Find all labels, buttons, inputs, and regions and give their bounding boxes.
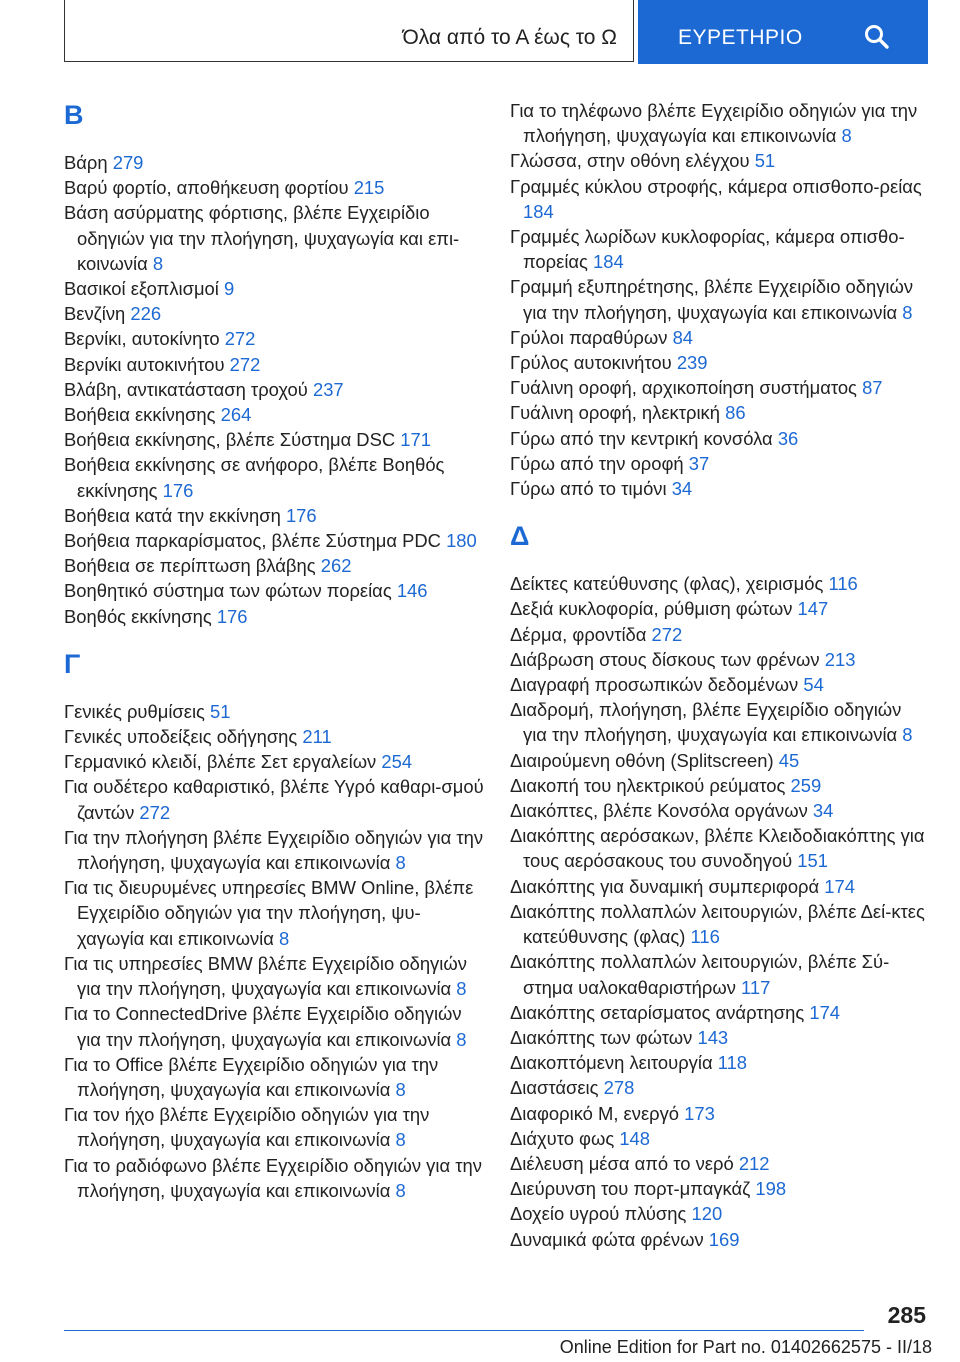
page-link[interactable]: 8: [456, 978, 467, 1000]
entry-text: Βάρη: [64, 152, 108, 173]
page-link[interactable]: 171: [400, 429, 431, 451]
index-entry: [510, 647, 930, 672]
entry-text: Γενικές υποδείξεις οδήγησης: [64, 726, 298, 748]
index-entry: [64, 175, 484, 200]
page-link[interactable]: 116: [828, 573, 858, 595]
index-entry: [64, 951, 484, 1001]
index-entry: [510, 1126, 930, 1151]
index-entry: [64, 1001, 484, 1051]
entry-text: Βασικοί εξοπλισμοί: [64, 278, 219, 300]
index-entry: [64, 326, 484, 351]
entry-text: Βοηθός εκκίνησης: [64, 605, 212, 627]
page-link[interactable]: 180: [446, 530, 477, 552]
index-entry: [510, 1075, 930, 1100]
entry-text: Βοήθεια εκκίνησης, βλέπε Σύστημα DSC: [64, 429, 396, 451]
index-column-left: [64, 98, 484, 1203]
page-link[interactable]: 272: [224, 328, 256, 350]
index-entry: [510, 697, 930, 747]
page-link[interactable]: 118: [717, 1052, 748, 1074]
entry-text: Δοχείο υγρού πλύσης: [510, 1203, 687, 1225]
page-link[interactable]: 264: [220, 404, 252, 426]
index-entry: [510, 1050, 930, 1075]
index-entry: [64, 377, 484, 402]
page-link[interactable]: 120: [691, 1203, 723, 1225]
index-entry: [64, 150, 484, 175]
index-entry: [64, 402, 484, 427]
page-link[interactable]: 174: [809, 1001, 841, 1023]
index-entry: [64, 352, 484, 377]
tab-index[interactable]: [638, 0, 928, 64]
page-link[interactable]: 9: [224, 278, 235, 300]
entry-text: Γύρω από την κεντρική κονσόλα: [510, 427, 773, 449]
entry-text: Για το ConnectedDrive βλέπε Εγχειρίδιο οδηγιών για την πλοήγηση, ψυχαγωγία και επικοινωνία: [64, 1003, 462, 1050]
tab-a-to-z[interactable]: [64, 0, 634, 62]
entry-text: Γλώσσα, στην οθόνη ελέγχου: [510, 150, 750, 172]
entry-text: Για το ραδιόφωνο βλέπε Εγχειρίδιο οδηγιών για την πλοήγηση, ψυχαγωγία και επικοινωνία: [64, 1154, 482, 1201]
page-link[interactable]: 272: [651, 623, 683, 645]
index-column-right: [510, 98, 930, 1252]
entry-text: Βοήθεια σε περίπτωση βλάβης: [64, 555, 316, 577]
entry-text: Γυάλινη οροφή, αρχικοποίηση συστήματος: [510, 377, 857, 399]
entry-text: Γύρω από το τιμόνι: [510, 478, 667, 500]
entry-text: Διακοπή του ηλεκτρικού ρεύματος: [510, 774, 786, 796]
page-link[interactable]: 37: [688, 452, 710, 474]
page-link[interactable]: 8: [395, 1078, 406, 1100]
index-entry: [510, 899, 930, 949]
entry-text: Βοήθεια κατά την εκκίνηση: [64, 504, 281, 526]
index-entry: [64, 276, 484, 301]
index-entry: [510, 949, 930, 999]
entry-text: Διαφορικό M, ενεργό: [510, 1102, 680, 1124]
page-link[interactable]: 54: [803, 674, 824, 696]
entry-text: Διακόπτης πολλαπλών λειτουργιών, βλέπε Δεί-κτες κατεύθυνσης (φλας): [510, 900, 925, 948]
page-link[interactable]: 8: [456, 1028, 467, 1050]
index-entry: [510, 325, 930, 350]
index-entry: [510, 571, 930, 596]
entry-text: Διαγραφή προσωπικών δεδομένων: [510, 674, 799, 696]
page-link[interactable]: 176: [162, 479, 194, 501]
entry-text: Για τον ήχο βλέπε Εγχειρίδιο οδηγιών για την πλοήγηση, ψυχαγωγία και επικοινωνία: [64, 1104, 430, 1151]
page-link[interactable]: 176: [285, 504, 317, 526]
entry-text: Διακοπτόμενη λειτουργία: [510, 1052, 713, 1074]
tab-index-label: ΕΥΡΕΤΗΡΙΟ: [678, 26, 803, 49]
index-entry: [64, 200, 484, 276]
page-link[interactable]: 184: [523, 200, 554, 222]
index-entry: [64, 578, 484, 603]
index-entry: [64, 774, 484, 824]
page-link[interactable]: 151: [797, 850, 828, 872]
index-entry: [510, 1151, 930, 1176]
page-link[interactable]: 198: [755, 1178, 787, 1200]
page-link[interactable]: 8: [395, 852, 406, 874]
page-link[interactable]: 8: [279, 927, 290, 949]
footer-text: Online Edition for Part no. 01402662575 - II/18: [559, 1337, 932, 1357]
index-entry: [64, 427, 484, 452]
page-link[interactable]: 169: [708, 1228, 740, 1250]
page-link[interactable]: 8: [152, 252, 164, 274]
entry-text: Βάση ασύρματης φόρτισης, βλέπε Εγχειρίδιο οδηγιών για την πλοήγηση, ψυχαγωγία και επι-κοινωνία: [64, 202, 460, 274]
page-link[interactable]: 259: [790, 774, 822, 796]
entry-text: Διεύρυνση του πορτ-μπαγκάζ: [510, 1178, 751, 1200]
page-link[interactable]: 8: [902, 301, 913, 323]
entry-text: Διακόπτης για δυναμική συμπεριφορά: [510, 875, 820, 897]
index-entry: [510, 874, 930, 899]
index-entry: [510, 174, 930, 224]
entry-text: Γρύλος αυτοκινήτου: [510, 352, 672, 374]
entry-text: Διαστάσεις: [510, 1077, 599, 1099]
index-entry: [64, 1102, 484, 1152]
page-link[interactable]: 237: [312, 378, 344, 400]
index-entry: [64, 604, 484, 629]
page-link[interactable]: 51: [210, 700, 231, 722]
index-entry: [510, 1025, 930, 1050]
footer-divider: [64, 1330, 864, 1331]
section-letter: Δ: [510, 521, 530, 552]
page-link[interactable]: 239: [676, 352, 708, 374]
entry-text: Διαδρομή, πλοήγηση, βλέπε Εγχειρίδιο οδηγιών για την πλοήγηση, ψυχαγωγία και επικοινωνία: [510, 699, 902, 746]
index-entry: [510, 773, 930, 798]
index-entry: [64, 875, 484, 951]
entry-text: Βερνίκι, αυτοκίνητο: [64, 328, 220, 350]
page-link[interactable]: 272: [139, 801, 171, 823]
index-entry: [510, 622, 930, 647]
entry-text: Βαρύ φορτίο, αποθήκευση φορτίου: [64, 177, 349, 199]
entry-text: Για το τηλέφωνο βλέπε Εγχειρίδιο οδηγιών για την πλοήγηση, ψυχαγωγία και επικοινωνία: [510, 100, 918, 147]
entry-text: Βερνίκι αυτοκινήτου: [64, 353, 225, 375]
entry-text: Δέρμα, φροντίδα: [510, 623, 647, 645]
page-link[interactable]: 116: [690, 926, 720, 948]
entry-text: Διακόπτης αερόσακων, βλέπε Κλειδοδιακόπτης για τους αερόσακους του συνοδηγού: [510, 825, 925, 872]
page-link[interactable]: 215: [353, 177, 385, 199]
page-number: 285: [887, 1302, 926, 1328]
entry-text: Για το Office βλέπε Εγχειρίδιο οδηγιών για την πλοήγηση, ψυχαγωγία και επικοινωνία: [64, 1053, 439, 1100]
entry-text: Γραμμές κύκλου στροφής, κάμερα οπισθοπο-ρείας: [510, 175, 922, 197]
index-entry: [510, 1176, 930, 1201]
index-entry: [510, 350, 930, 375]
entry-text: Διάβρωση στους δίσκους των φρένων: [510, 648, 820, 670]
index-entry: [510, 224, 930, 274]
index-entry: [510, 798, 930, 823]
page-link[interactable]: 272: [229, 353, 261, 375]
index-entry: [64, 1052, 484, 1102]
index-entry: [510, 426, 930, 451]
index-entry: [510, 672, 930, 697]
page-link[interactable]: 173: [684, 1102, 715, 1124]
index-entry: [510, 1101, 930, 1126]
page-link[interactable]: 8: [395, 1129, 406, 1151]
entry-text: Βενζίνη: [64, 303, 126, 325]
page-link[interactable]: 146: [396, 580, 428, 602]
entry-text: Διακόπτες, βλέπε Κονσόλα οργάνων: [510, 800, 808, 822]
page-link[interactable]: 34: [812, 800, 834, 822]
page-link[interactable]: 8: [841, 125, 852, 147]
index-entry: [64, 553, 484, 578]
index-entry: [64, 749, 484, 774]
page-link[interactable]: 45: [778, 749, 800, 771]
page-link[interactable]: 176: [216, 605, 248, 627]
entry-text: Γρύλοι παραθύρων: [510, 326, 668, 348]
entry-text: Δυναμικά φώτα φρένων: [510, 1228, 704, 1250]
page-link[interactable]: 254: [381, 751, 413, 773]
search-icon: [864, 24, 890, 50]
entry-text: Γραμμές λωρίδων κυκλοφορίας, κάμερα οπισθο-πορείας: [510, 226, 905, 273]
page-link[interactable]: 148: [619, 1127, 651, 1149]
entry-text: Δεξιά κυκλοφορία, ρύθμιση φώτων: [510, 598, 793, 620]
index-entry: [510, 748, 930, 773]
index-entry: [64, 825, 484, 875]
entry-text: Διακόπτης πολλαπλών λειτουργιών, βλέπε Σύ-στημα υαλοκαθαριστήρων: [510, 951, 890, 998]
index-entry: [510, 375, 930, 400]
index-entry: [64, 724, 484, 749]
page-link[interactable]: 279: [112, 152, 144, 173]
page-link[interactable]: 86: [725, 402, 746, 424]
entry-text: Βοήθεια εκκίνησης: [64, 404, 216, 426]
section-letter: Γ: [64, 648, 81, 679]
entry-text: Διάχυτο φως: [510, 1127, 615, 1149]
index-entry: [510, 400, 930, 425]
entry-text: Διαιρούμενη οθόνη (Splitscreen): [510, 749, 774, 771]
header-bar: [64, 0, 928, 64]
index-entry: [64, 1153, 484, 1203]
entry-text: Βλάβη, αντικατάσταση τροχού: [64, 378, 308, 400]
index-entry: [510, 274, 930, 324]
index-entry: [64, 452, 484, 502]
tab-a-to-z-label: Όλα από το Α έως το Ω: [402, 26, 617, 49]
page-link[interactable]: 36: [777, 427, 799, 449]
entry-text: Βοήθεια εκκίνησης σε ανήφορο, βλέπε Βοηθός εκκίνησης: [64, 454, 445, 501]
page-link[interactable]: 212: [738, 1152, 770, 1174]
page-link[interactable]: 184: [593, 251, 624, 273]
index-entry: [510, 148, 930, 173]
page-link[interactable]: 213: [824, 648, 856, 670]
entry-text: Γυάλινη οροφή, ηλεκτρική: [510, 402, 720, 424]
index-entry: [510, 596, 930, 621]
index-entry: [510, 476, 930, 501]
index-entry: [510, 823, 930, 873]
entry-text: Διακόπτης σεταρίσματος ανάρτησης: [510, 1001, 805, 1023]
entry-text: Γραμμή εξυπηρέτησης, βλέπε Εγχειρίδιο οδηγιών για την πλοήγηση, ψυχαγωγία και επικοινωνία: [510, 276, 914, 323]
page-link[interactable]: 226: [130, 303, 162, 325]
page-link[interactable]: 143: [697, 1026, 729, 1048]
index-entry: [510, 1201, 930, 1226]
page-link[interactable]: 174: [824, 875, 855, 897]
entry-text: Γερμανικό κλειδί, βλέπε Σετ εργαλείων: [64, 751, 377, 773]
page-link[interactable]: 34: [671, 478, 693, 500]
entry-text: Γενικές ρυθμίσεις: [64, 700, 205, 722]
page-link[interactable]: 278: [603, 1077, 635, 1099]
section-letter: Β: [64, 100, 84, 130]
entry-text: Βοήθεια παρκαρίσματος, βλέπε Σύστημα PDC: [64, 530, 441, 552]
entry-text: Διακόπτης των φώτων: [510, 1026, 693, 1048]
page-link[interactable]: 87: [862, 377, 883, 399]
page-link[interactable]: 147: [797, 598, 829, 620]
index-entry: [64, 528, 484, 553]
page-link[interactable]: 117: [741, 976, 771, 998]
page-link[interactable]: 8: [395, 1179, 406, 1201]
entry-text: Διέλευση μέσα από το νερό: [510, 1152, 734, 1174]
entry-text: Για την πλοήγηση βλέπε Εγχειρίδιο οδηγιών για την πλοήγηση, ψυχαγωγία και επικοινωνία: [64, 826, 484, 874]
page-link[interactable]: 51: [754, 150, 776, 172]
index-entry: [64, 301, 484, 326]
index-entry: [510, 451, 930, 476]
index-entry: [64, 503, 484, 528]
entry-text: Δείκτες κατεύθυνσης (φλας), χειρισμός: [510, 573, 824, 595]
index-entry: [64, 699, 484, 724]
entry-text: Βοηθητικό σύστημα των φώτων πορείας: [64, 580, 392, 602]
entry-text: Για τις υπηρεσίες BMW βλέπε Εγχειρίδιο οδηγιών για την πλοήγηση, ψυχαγωγία και επικοινωνία: [64, 952, 467, 1000]
page-link[interactable]: 8: [902, 724, 913, 746]
entry-text: Για ουδέτερο καθαριστικό, βλέπε Υγρό καθαρι-σμού ζαντών: [64, 776, 484, 823]
index-entry: [510, 98, 930, 148]
entry-text: Για τις διευρυμένες υπηρεσίες BMW Online, βλέπε Εγχειρίδιο οδηγιών για την πλοήγηση, ψυ-χαγωγία και επικοινωνία: [64, 877, 474, 949]
page-link[interactable]: 262: [320, 555, 352, 577]
index-entry: [510, 1227, 930, 1252]
page-link[interactable]: 211: [302, 726, 332, 748]
entry-text: Γύρω από την οροφή: [510, 452, 684, 474]
page-link[interactable]: 84: [672, 326, 694, 348]
index-entry: [510, 1000, 930, 1025]
